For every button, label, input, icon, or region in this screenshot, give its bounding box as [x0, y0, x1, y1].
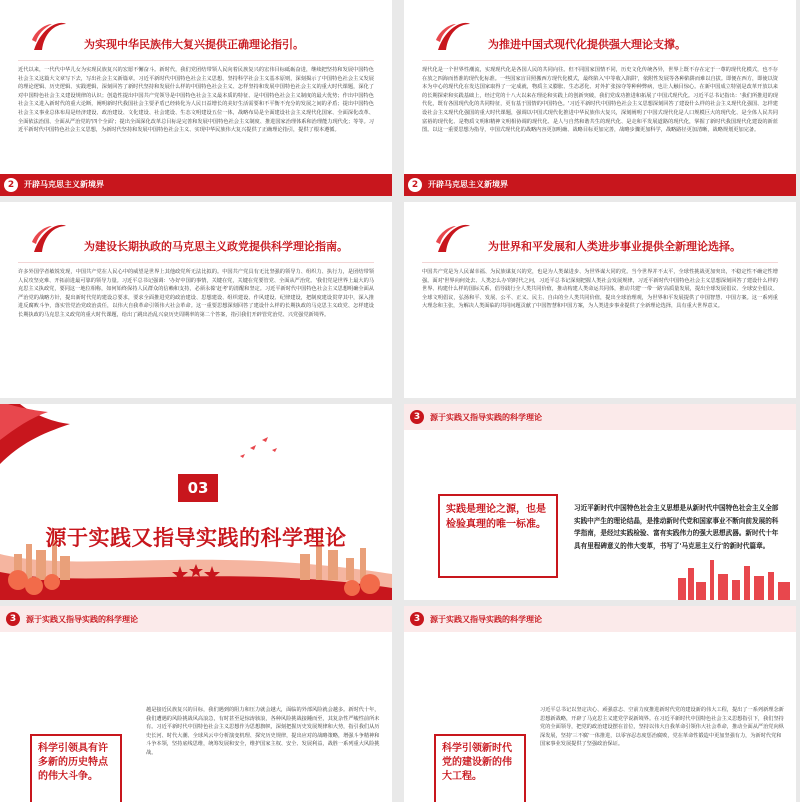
slide-8[interactable]: [404, 606, 796, 802]
section-title: 开辟马克思主义新境界: [428, 180, 508, 189]
slide-body: 习近平新时代中国特色社会主义思想是从新时代中国特色社会主义全部实践中产生的理论结晶，是推动新时代党和国家事业不断向前发展的科学指南，是经过实践检验、富有实践伟力的强大思想武器。新时代十年具有里程碑意义的伟大变革，书写了'马克思主义行'的新时代篇章。: [574, 504, 779, 550]
section-bar: [404, 174, 796, 196]
slide-body: 中国共产党是为人民谋幸福、为民族谋复兴的党，也是为人类谋进步、为世界谋大同的党。当今世界并不太平，全球性挑战更加突出，不稳定性不确定性增强。面对'世界向何处去、人类怎么办'的时代之问，习近平总书记深刻把握人类社会发展规律，习近平新时代中国特色社会主义思想深刻回答了建设什么样的世界、构建什么样的国际关系，倡导践行全人类共同价值，推动构建人类命运共同体，推动共建'一带一路'高质量发展，提出全球发展倡议、全球安全倡议、全球文明倡议，弘扬和平、发展、公平、正义、民主、自由的全人类共同价值，提出全球治理观，为世界和平发展提供了中国智慧、中国方案。这一系列重大理念和主张，为解决人类面临的共同问题贡献了中国智慧和中国方案，为人类进步事业提供了全新理论选择，具有重大世界意义。: [422, 269, 778, 310]
section-number: 3: [410, 612, 424, 626]
divider: [422, 262, 778, 263]
swoosh-icon: [432, 16, 472, 56]
quote-box: [434, 734, 526, 802]
quote-text: 科学引领具有许多新的历史特点的伟大斗争。: [38, 743, 108, 782]
section-bar: [0, 174, 392, 196]
section-title: 开辟马克思主义新境界: [24, 180, 104, 189]
section-number: 3: [410, 410, 424, 424]
section-header: [404, 404, 796, 430]
section-title: 源于实践又指导实践的科学理论: [430, 413, 542, 422]
slide-heading: 为推进中国式现代化提供强大理论支撑。: [488, 38, 686, 51]
cover-illustration: [0, 404, 392, 600]
quote-text: 实践是理论之源，也是检验真理的唯一标准。: [446, 504, 546, 530]
slide-heading: 为实现中华民族伟大复兴提供正确理论指引。: [84, 38, 304, 51]
slide-body: 许多外国学者敏锐发现，中国共产党在人民心中的威望是世界上其他政党所无法比拟的。中国共产党具有无比坚强的领导力、组织力、执行力，是团结带领人民攻坚克难、开拓前进最可靠的领导力量。习近平总书记强调：'办好中国的事情，关键在党，关键在党要管党、全面从严治党。'我们党是世界上最大的马克思主义执政党，要同这一地位相称，如何始终保持人民群众的信赖和支持，必须永葆'赶考'的清醒和坚定。习近平新时代中国特色社会主义思想明确全面从严治党的战略方针，提出新时代党的建设总要求，要求全面推进党的政治建设、思想建设、组织建设、作风建设、纪律建设，把制度建设贯穿其中，深入推进反腐败斗争，落实管党治党政治责任，以伟大自我革命引领伟大社会革命。这一重要思想深刻回答了建设什么样的长期执政的马克思主义政党、怎样建设长期执政的马克思主义政党的重大时代课题，给出了跳出治乱兴衰历史周期率的第二个答案，指引我们开辟管党治党、兴党强党新境界。: [18, 269, 374, 318]
skyline-illustration: [674, 554, 796, 600]
swoosh-icon: [28, 218, 68, 258]
swoosh-icon: [28, 16, 68, 56]
divider: [18, 262, 374, 263]
slide-body: 习近平总书记以坚定决心、顽强意志、空前力度推进新时代党的建设新的伟大工程，提出了一系列新理念新思想新战略，开辟了马克思主义建党学说新境界。在习近平新时代中国特色社会主义思想指引下，我们坚持党的全面领导，把党的政治建设摆在首位，坚持以伟大自我革命引领伟大社会革命，推动全面从严治党向纵深发展，坚持'三不腐'一体推进，以零容忍态度惩治腐败，党在革命性锻造中更加坚强有力，为新时代党和国家事业发展提供了坚强政治保证。: [540, 707, 784, 748]
section-number: 2: [408, 178, 422, 192]
slide-body: 现代化是一个世界性潮流，实现现代化是各国人民的共同向往。但不同国家国情不同，历史文化传统各异，世界上既不存在定于一尊的现代化模式，也不存在放之四海而皆准的现代化标准。一些国家盲目照搬西方现代化模式，最终陷入'中等收入陷阱'，依附性发展等各种陷阱而难以自拔。即便在西方，即使以资本为中心的现代化在发达国家取得了一定成就，物质主义膨胀、生态恶化、对外扩张掠夺等种种弊病，也让人触目惊心。在新中国成立特别是改革开放以来的长期探索和实践基础上，经过党的十八大以来在理论和实践上的创新突破，我们党成功推进和拓展了中国式现代化。习近平总书记指出：'我们所推进的现代化，既有各国现代化的共同特征，更有基于国情的中国特色。'习近平新时代中国特色社会主义思想深刻回答了建设什么样的社会主义现代化强国、怎样建设社会主义现代化强国的重大时代课题，强调以中国式现代化推进中华民族伟大复兴，深刻阐明了中国式现代化是人口规模巨大的现代化、是全体人民共同富裕的现代化、是物质文明和精神文明相协调的现代化、是人与自然和谐共生的现代化、是走和平发展道路的现代化，掌握了新时代我国现代化建设的新蓝图。以这一重要思想为指导，中国式现代化的战略内容更加明确、战略目标更加完善，战略步骤更加科学，战略路径更加清晰，战略规划更加完备。: [422, 67, 778, 134]
slide-4[interactable]: [404, 202, 796, 398]
section-number: 2: [4, 178, 18, 192]
slide-body: 近代以来，一代代中华儿女为实现民族复兴的宏愿不懈奋斗。新时代，我们党团结带领人民向着民族复兴的宏伟目标砥砺奋进，继续把坚持和发展中国特色社会主义这篇大文章写下去，写出社会主义新篇章。习近平新时代中国特色社会主义思想，坚持科学社会主义基本原则，深刻揭示了中国特色社会主义发展的理论逻辑、历史逻辑、实践逻辑，深刻回答了新时代坚持和发展什么样的中国特色社会主义、怎样坚持和发展中国特色社会主义的重大时代课题，深化了对中国特色社会主义建设规律的认识；创造性提出中国共产党领导是中国特色社会主义最本质的特征、是中国特色社会主义制度的最大优势；作出中国特色社会主义进入新时代的重大论断，阐明新时代我国社会主要矛盾已经转化为人民日益增长的美好生活需要和不平衡不充分的发展之间的矛盾；提出中国特色社会主义事业总体布局是经济建设、政治建设、文化建设、社会建设、生态文明建设五位一体，战略布局是全面建设社会主义现代化国家、全面深化改革、全面依法治国、全面从严治党的'四个全面'；提出全面深化改革总目标是完善和发展中国特色社会主义制度、推进国家治理体系和治理能力现代化；等等。习近平新时代中国特色社会主义思想，为新时代坚持和发展中国特色社会主义、实现中华民族伟大复兴提供了正确理论指引，提供了根本遵循。: [18, 67, 374, 134]
slide-6[interactable]: [404, 404, 796, 600]
slide-heading: 为世界和平发展和人类进步事业提供全新理论选择。: [488, 240, 741, 253]
section-header: [0, 606, 392, 632]
section-title: 源于实践又指导实践的科学理论: [26, 615, 138, 624]
slide-heading: 为建设长期执政的马克思主义政党提供科学理论指南。: [84, 240, 348, 253]
section-header: [404, 606, 796, 632]
quote-box: [30, 734, 122, 802]
slide-7[interactable]: [0, 606, 392, 802]
quote-text: 科学引领新时代党的建设新的伟大工程。: [442, 743, 512, 782]
section-cover-slide[interactable]: [0, 404, 392, 600]
section-number: 3: [6, 612, 20, 626]
section-cover-title: 源于实践又指导实践的科学理论: [45, 526, 347, 550]
slide-2[interactable]: [404, 0, 796, 196]
divider: [18, 60, 374, 61]
slide-3[interactable]: [0, 202, 392, 398]
section-number-badge: 03: [178, 474, 218, 502]
slide-1[interactable]: [0, 0, 392, 196]
section-title: 源于实践又指导实践的科学理论: [430, 615, 542, 624]
quote-box: [438, 494, 558, 578]
slide-body: 越是接近民族复兴的目标，我们遇到的阻力和压力就会越大，面临的外部风险就会越多。新时代十年，我们遭遇的风险挑战风高浪急，有时甚至是惊涛骇浪，各种风险挑战接踵而至，其复杂性严峻性前所未有。习近平新时代中国特色社会主义思想作为思想旗帜，深刻把握历史发展规律和大势，指引我们从历史长河、时代大潮、全球风云中分析演变机理、探究历史规律，提出应对的战略策略，增强斗争精神和斗争本领，坚持底线思维，统筹发展和安全，维护国家主权、安全、发展利益，战胜一系列重大风险挑战。: [146, 707, 380, 756]
divider: [422, 60, 778, 61]
swoosh-icon: [432, 218, 472, 258]
